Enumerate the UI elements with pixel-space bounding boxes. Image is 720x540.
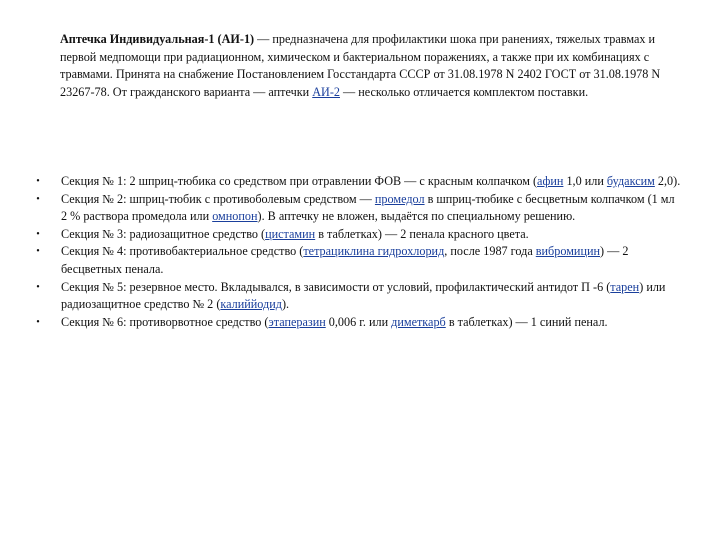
- section-text: Секция № 6: противорвотное средство (: [61, 314, 269, 329]
- section-item-5: [33, 279, 683, 314]
- section-text: Секция № 1: 2 шприц-тюбика со средством при отравлении ФОВ — с красным колпачком (: [61, 174, 538, 188]
- bullet: •: [36, 316, 40, 328]
- section-text: ) — 2 бесцветных пенала.: [61, 244, 629, 276]
- link-dimetkarb[interactable]: диметкарб: [391, 314, 446, 329]
- link-ai-2[interactable]: АИ-2: [312, 84, 340, 99]
- section-text: в шприц-тюбике с бесцветным колпачком (1 мл 2 % раствора промедола или: [61, 191, 675, 224]
- bullet: •: [36, 228, 40, 240]
- sections-list: [33, 173, 683, 331]
- intro-paragraph: [60, 31, 678, 101]
- section-item-3: [33, 226, 683, 244]
- section-text: , после 1987 года: [444, 244, 536, 259]
- section-text: ) или радиозащитное средство № 2 (: [61, 279, 666, 312]
- section-text: Секция № 4: противобактериальное средство (: [61, 244, 304, 259]
- intro-text: — предназначена для профилактики шока при ранениях, тяжелых травмах и первой медпомощи при радиационном, химическом и бактериальном поражениях, а также при их комбинациях с травмами. Принята на снабжение Постановлением Госстандарта СССР от 31.08.1978 N 2402 ГОСТ от 31.08.1978 N 23267-78. От гражданского варианта — аптечки: [60, 32, 661, 99]
- intro-title: Аптечка Индивидуальная-1 (АИ-1): [60, 32, 255, 46]
- bullet: •: [36, 193, 40, 205]
- section-text: Секция № 5: резервное место. Вкладывался, в зависимости от условий, профилактический антидот П -6 (: [61, 279, 611, 294]
- link-afin[interactable]: афин: [537, 174, 564, 188]
- link-omnopon[interactable]: омнопон: [212, 209, 258, 224]
- section-text: Секция № 2: шприц-тюбик с противоболевым средством —: [61, 191, 375, 206]
- link-kaliy-iodid[interactable]: калиййодид: [220, 297, 282, 312]
- section-text: в таблетках) — 1 синий пенал.: [445, 314, 608, 329]
- section-item-2: [33, 191, 683, 226]
- section-text: 1,0 или: [563, 174, 607, 188]
- bullet: •: [36, 176, 40, 187]
- section-item-4: [33, 243, 683, 278]
- link-vibromicin[interactable]: вибромицин: [535, 244, 601, 259]
- link-budaksim[interactable]: будаксим: [606, 174, 655, 188]
- section-text: Секция № 3: радиозащитное средство (: [61, 226, 266, 241]
- bullet: •: [36, 281, 40, 293]
- section-item-6: [33, 314, 683, 332]
- link-tetracycline[interactable]: тетрациклина гидрохлорид: [303, 244, 445, 259]
- intro-text-end: — несколько отличается комплектом поставки.: [339, 84, 589, 99]
- section-item-1: [33, 173, 683, 191]
- section-text: 2,0).: [654, 174, 681, 188]
- section-text: ).: [281, 297, 290, 312]
- link-cistamin[interactable]: цистамин: [265, 226, 316, 241]
- link-etaperazin[interactable]: этаперазин: [268, 314, 326, 329]
- link-taren[interactable]: тарен: [610, 279, 640, 294]
- section-text: в таблетках) — 2 пенала красного цвета.: [315, 226, 529, 241]
- section-text: 0,006 г. или: [325, 314, 392, 329]
- bullet: •: [36, 246, 40, 258]
- link-promedol[interactable]: промедол: [374, 191, 425, 206]
- section-text: ). В аптечку не вложен, выдаётся по специальному решению.: [257, 209, 576, 224]
